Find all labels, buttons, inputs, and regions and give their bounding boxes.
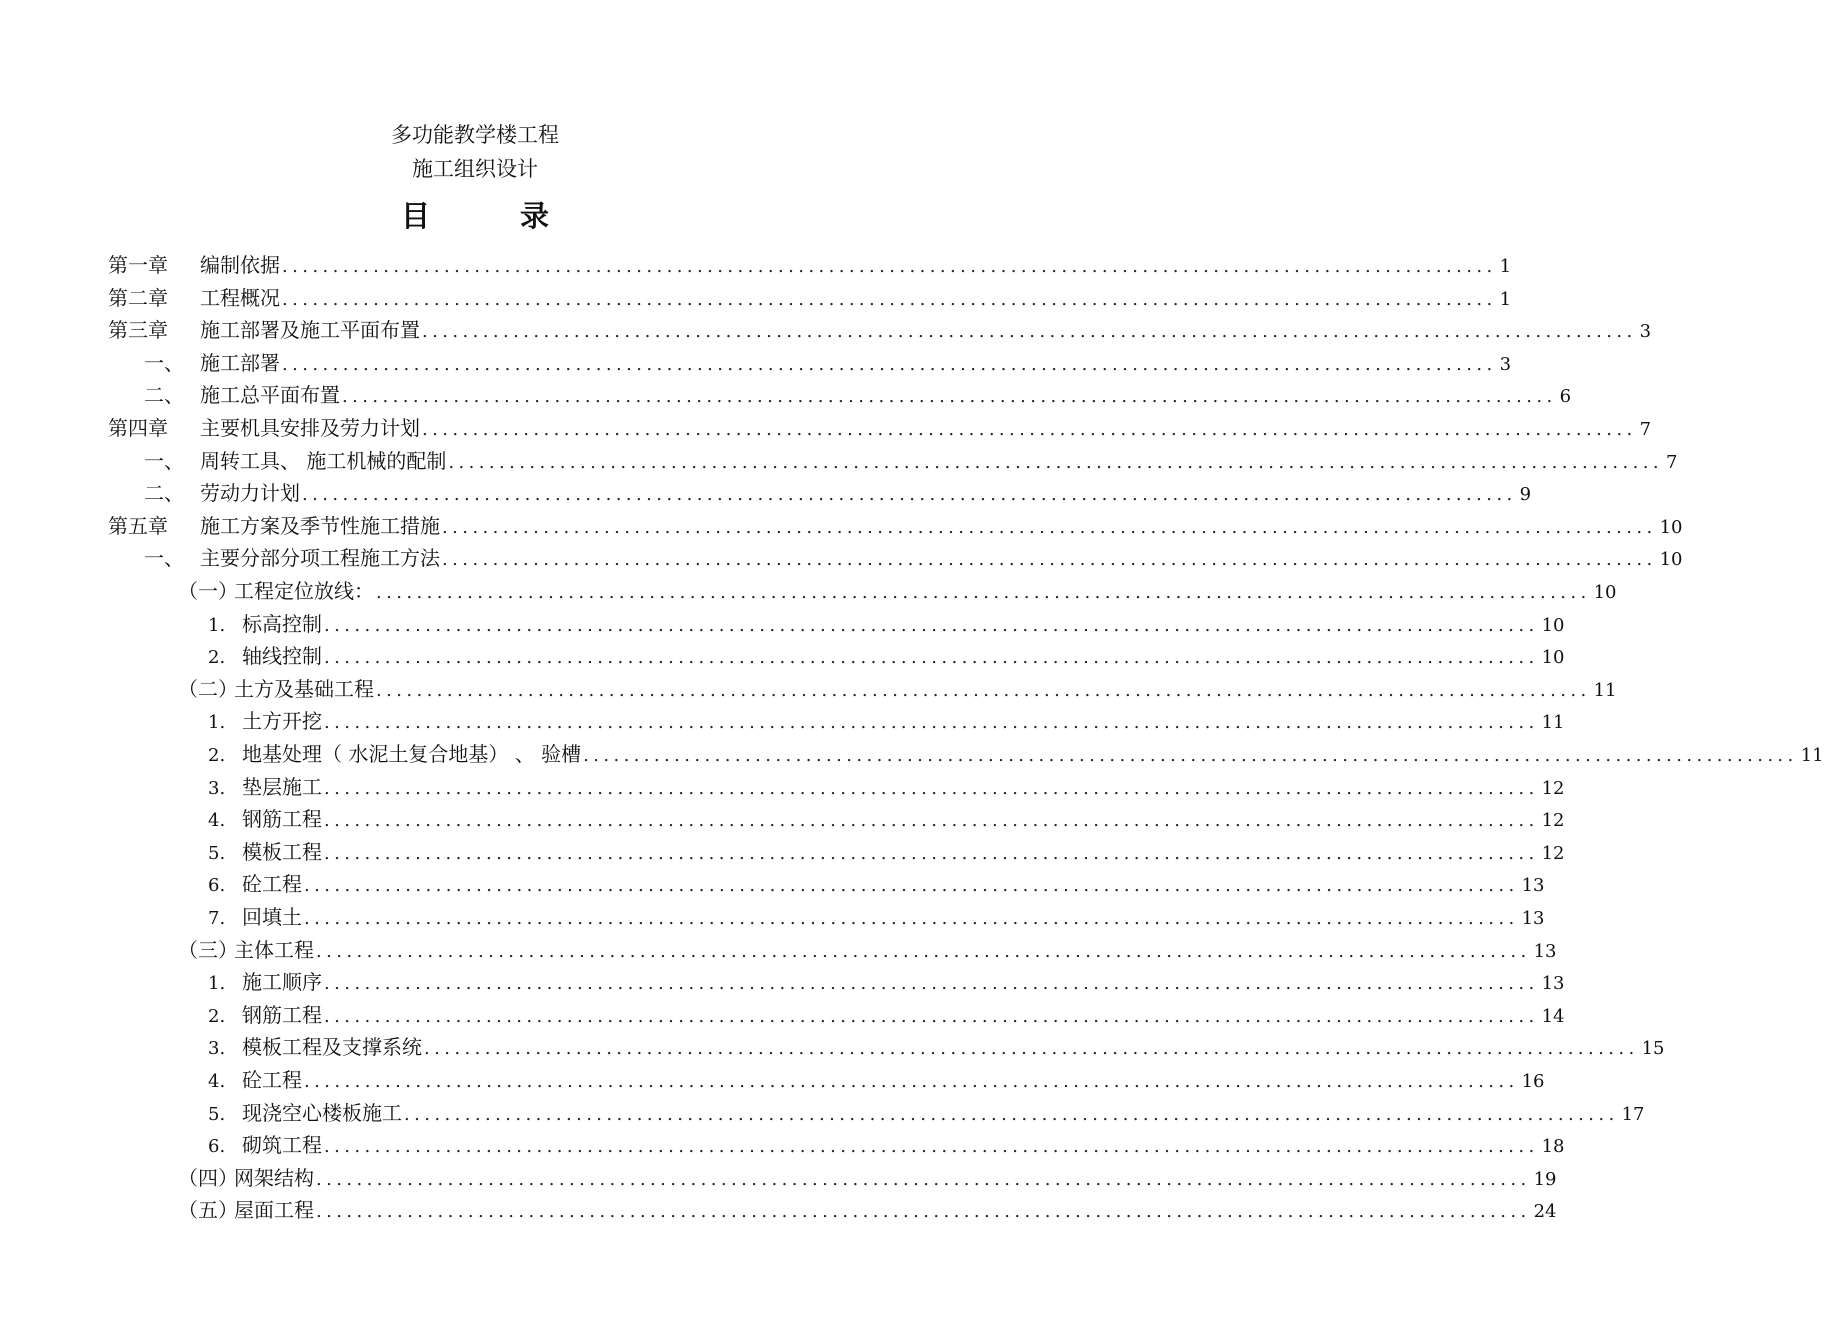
toc-entry-title: 施工部署及施工平面布置 [200, 318, 420, 342]
toc-entry-page: 15 [1641, 1038, 1665, 1059]
toc-entry-page: 12 [1541, 778, 1565, 799]
toc-entry[interactable] [208, 1031, 1665, 1063]
toc-entry[interactable] [144, 347, 1512, 379]
toc-entry[interactable] [178, 575, 1617, 607]
toc-entry-title: 模板工程 [242, 840, 322, 864]
toc-entry[interactable] [108, 412, 1652, 444]
toc-entry-number: 4. [208, 810, 226, 831]
toc-dot-leader: ........................................................................................................................ [324, 1006, 1539, 1027]
toc-dot-leader: ........................................................................................................................ [324, 843, 1539, 864]
toc-entry-number: 第一章 [108, 253, 168, 277]
toc-entry-page: 11 [1593, 680, 1617, 701]
toc-entry[interactable] [208, 999, 1565, 1031]
toc-dot-leader: ........................................................................................................................ [304, 908, 1519, 929]
toc-heading-char: 目 [400, 199, 430, 233]
toc-entry-number: （二） [178, 677, 238, 701]
toc-dot-leader: ........................................................................................................................ [324, 647, 1539, 668]
toc-entry-title: 地基处理（ 水泥土复合地基） 、 验槽 [242, 742, 582, 766]
toc-entry-page: 18 [1541, 1136, 1565, 1157]
toc-entry[interactable] [178, 1162, 1557, 1194]
toc-entry-number: 一、 [144, 351, 184, 375]
toc-dot-leader: ........................................................................................................................ [324, 810, 1539, 831]
toc-entry[interactable] [178, 673, 1617, 705]
toc-dot-leader: ........................................................................................................................ [282, 289, 1497, 310]
toc-entry-page: 9 [1519, 484, 1532, 505]
toc-dot-leader: ........................................................................................................................ [324, 615, 1539, 636]
toc-dot-leader: ........................................................................................................................ [404, 1104, 1619, 1125]
toc-entry-page: 3 [1499, 354, 1512, 375]
toc-entry[interactable] [208, 608, 1565, 640]
toc-entry-page: 10 [1593, 582, 1617, 603]
toc-dot-leader: ........................................................................................................................ [424, 1038, 1639, 1059]
toc-entry-number: 4. [208, 1071, 226, 1092]
toc-entry-page: 19 [1533, 1169, 1557, 1190]
toc-entry-page: 12 [1541, 810, 1565, 831]
toc-dot-leader: ........................................................................................................................ [316, 1169, 1531, 1190]
toc-entry-number: 5. [208, 843, 226, 864]
toc-entry-number: 1. [208, 712, 226, 733]
toc-entry-number: （一） [178, 579, 238, 603]
toc-entry[interactable] [108, 249, 1512, 281]
toc-entry[interactable] [144, 445, 1678, 477]
toc-entry-number: 1. [208, 615, 226, 636]
toc-entry-title: 砌筑工程 [242, 1133, 322, 1157]
toc-entry-page: 11 [1541, 712, 1565, 733]
toc-entry[interactable] [208, 803, 1565, 835]
toc-entry-page: 13 [1521, 908, 1545, 929]
toc-entry-page: 10 [1541, 615, 1565, 636]
toc-entry-page: 10 [1541, 647, 1565, 668]
toc-entry-number: 7. [208, 908, 226, 929]
toc-dot-leader: ........................................................................................................................ [316, 941, 1531, 962]
toc-dot-leader: ........................................................................................................................ [324, 712, 1539, 733]
toc-entry-title: 周转工具、 施工机械的配制 [200, 449, 447, 473]
toc-entry-number: 二、 [144, 383, 184, 407]
toc-entry-number: 6. [208, 1136, 226, 1157]
toc-entry-page: 1 [1499, 289, 1512, 310]
toc-dot-leader: ........................................................................................................................ [324, 1136, 1539, 1157]
toc-dot-leader: ........................................................................................................................ [442, 549, 1657, 570]
toc-entry-page: 13 [1541, 973, 1565, 994]
toc-entry-number: 3. [208, 778, 226, 799]
toc-entry-title: 施工总平面布置 [200, 383, 340, 407]
toc-entry-number: 6. [208, 875, 226, 896]
toc-dot-leader: ........................................................................................................................ [376, 582, 1591, 603]
toc-dot-leader: ........................................................................................................................ [282, 256, 1497, 277]
toc-heading [0, 196, 950, 236]
toc-dot-leader: ........................................................................................................................ [422, 321, 1637, 342]
toc-dot-leader: ........................................................................................................................ [583, 745, 1798, 766]
toc-entry[interactable] [208, 966, 1565, 998]
toc-entry-title: 砼工程 [242, 1068, 302, 1092]
toc-entry-title: 工程概况 [200, 286, 280, 310]
toc-dot-leader: ........................................................................................................................ [304, 1071, 1519, 1092]
toc-entry-title: 施工顺序 [242, 970, 322, 994]
toc-entry-title: 主要分部分项工程施工方法 [200, 546, 440, 570]
toc-entry[interactable] [208, 868, 1545, 900]
toc-entry-number: 第四章 [108, 416, 168, 440]
toc-entry[interactable] [108, 510, 1683, 542]
toc-entry-title: 施工方案及季节性施工措施 [200, 514, 440, 538]
toc-entry-title: 轴线控制 [242, 644, 322, 668]
toc-entry-page: 16 [1521, 1071, 1545, 1092]
toc-entry-number: 2. [208, 1006, 226, 1027]
toc-entry-page: 6 [1559, 386, 1572, 407]
toc-dot-leader: ........................................................................................................................ [442, 517, 1657, 538]
toc-entry-page: 17 [1621, 1104, 1645, 1125]
toc-entry-title: 主体工程 [234, 938, 314, 962]
toc-dot-leader: ........................................................................................................................ [324, 973, 1539, 994]
toc-entry[interactable] [208, 705, 1565, 737]
toc-entry-page: 11 [1800, 745, 1824, 766]
toc-entry[interactable] [178, 1194, 1557, 1226]
toc-entry-number: （三） [178, 938, 238, 962]
toc-entry-title: 土方及基础工程 [234, 677, 374, 701]
toc-entry[interactable] [208, 1129, 1565, 1161]
toc-entry[interactable] [144, 379, 1572, 411]
toc-dot-leader: ........................................................................................................................ [302, 484, 1517, 505]
toc-entry-title: 钢筋工程 [242, 1003, 322, 1027]
toc-entry-page: 10 [1659, 517, 1683, 538]
toc-dot-leader: ........................................................................................................................ [304, 875, 1519, 896]
toc-dot-leader: ........................................................................................................................ [376, 680, 1591, 701]
toc-entry-page: 13 [1521, 875, 1545, 896]
toc-entry-number: 二、 [144, 481, 184, 505]
toc-heading-char: 录 [520, 199, 550, 233]
toc-entry-title: 钢筋工程 [242, 807, 322, 831]
toc-entry-title: 标高控制 [242, 612, 322, 636]
toc-entry-page: 1 [1499, 256, 1512, 277]
toc-entry[interactable] [108, 282, 1512, 314]
toc-entry-title: 主要机具安排及劳力计划 [200, 416, 420, 440]
toc-entry[interactable] [108, 314, 1652, 346]
toc-entry-page: 13 [1533, 941, 1557, 962]
toc-entry-page: 7 [1639, 419, 1652, 440]
toc-entry-number: （五） [178, 1198, 238, 1222]
toc-entry-number: （四） [178, 1166, 238, 1190]
document-subtitle: 施工组织设计 [412, 157, 538, 181]
toc-entry-title: 劳动力计划 [200, 481, 300, 505]
toc-entry-title: 编制依据 [200, 253, 280, 277]
toc-dot-leader: ........................................................................................................................ [448, 452, 1663, 473]
toc-entry[interactable] [208, 640, 1565, 672]
toc-entry[interactable] [208, 1064, 1545, 1096]
toc-entry-title: 垫层施工 [242, 775, 322, 799]
toc-entry-title: 模板工程及支撑系统 [242, 1035, 422, 1059]
toc-entry-title: 工程定位放线： [234, 579, 374, 603]
toc-entry-title: 现浇空心楼板施工 [242, 1101, 402, 1125]
toc-entry[interactable] [208, 836, 1565, 868]
document-title: 多功能教学楼工程 [391, 123, 559, 147]
toc-entry-page: 3 [1639, 321, 1652, 342]
toc-entry[interactable] [208, 771, 1565, 803]
toc-entry-number: 5. [208, 1104, 226, 1125]
toc-entry-number: 第三章 [108, 318, 168, 342]
toc-dot-leader: ........................................................................................................................ [422, 419, 1637, 440]
toc-dot-leader: ........................................................................................................................ [342, 386, 1557, 407]
toc-dot-leader: ........................................................................................................................ [282, 354, 1497, 375]
toc-entry-number: 一、 [144, 449, 184, 473]
toc-entry-page: 7 [1665, 452, 1678, 473]
toc-entry-page: 24 [1533, 1201, 1557, 1222]
toc-entry-title: 砼工程 [242, 872, 302, 896]
toc-entry-title: 土方开挖 [242, 709, 322, 733]
toc-entry[interactable] [144, 477, 1532, 509]
toc-entry[interactable] [208, 738, 1824, 770]
toc-entry-number: 第五章 [108, 514, 168, 538]
toc-entry[interactable] [144, 542, 1683, 574]
toc-entry[interactable] [178, 934, 1557, 966]
toc-dot-leader: ........................................................................................................................ [316, 1201, 1531, 1222]
toc-entry-title: 回填土 [242, 905, 302, 929]
toc-entry-number: 一、 [144, 546, 184, 570]
toc-entry-number: 2. [208, 745, 226, 766]
toc-entry-title: 屋面工程 [234, 1198, 314, 1222]
toc-entry-title: 网架结构 [234, 1166, 314, 1190]
toc-entry-number: 3. [208, 1038, 226, 1059]
toc-entry-page: 12 [1541, 843, 1565, 864]
toc-entry-number: 第二章 [108, 286, 168, 310]
toc-entry-title: 施工部署 [200, 351, 280, 375]
toc-entry-page: 14 [1541, 1006, 1565, 1027]
toc-dot-leader: ........................................................................................................................ [324, 778, 1539, 799]
toc-entry[interactable] [208, 901, 1545, 933]
toc-entry-number: 2. [208, 647, 226, 668]
toc-entry[interactable] [208, 1097, 1645, 1129]
toc-entry-page: 10 [1659, 549, 1683, 570]
toc-entry-number: 1. [208, 973, 226, 994]
